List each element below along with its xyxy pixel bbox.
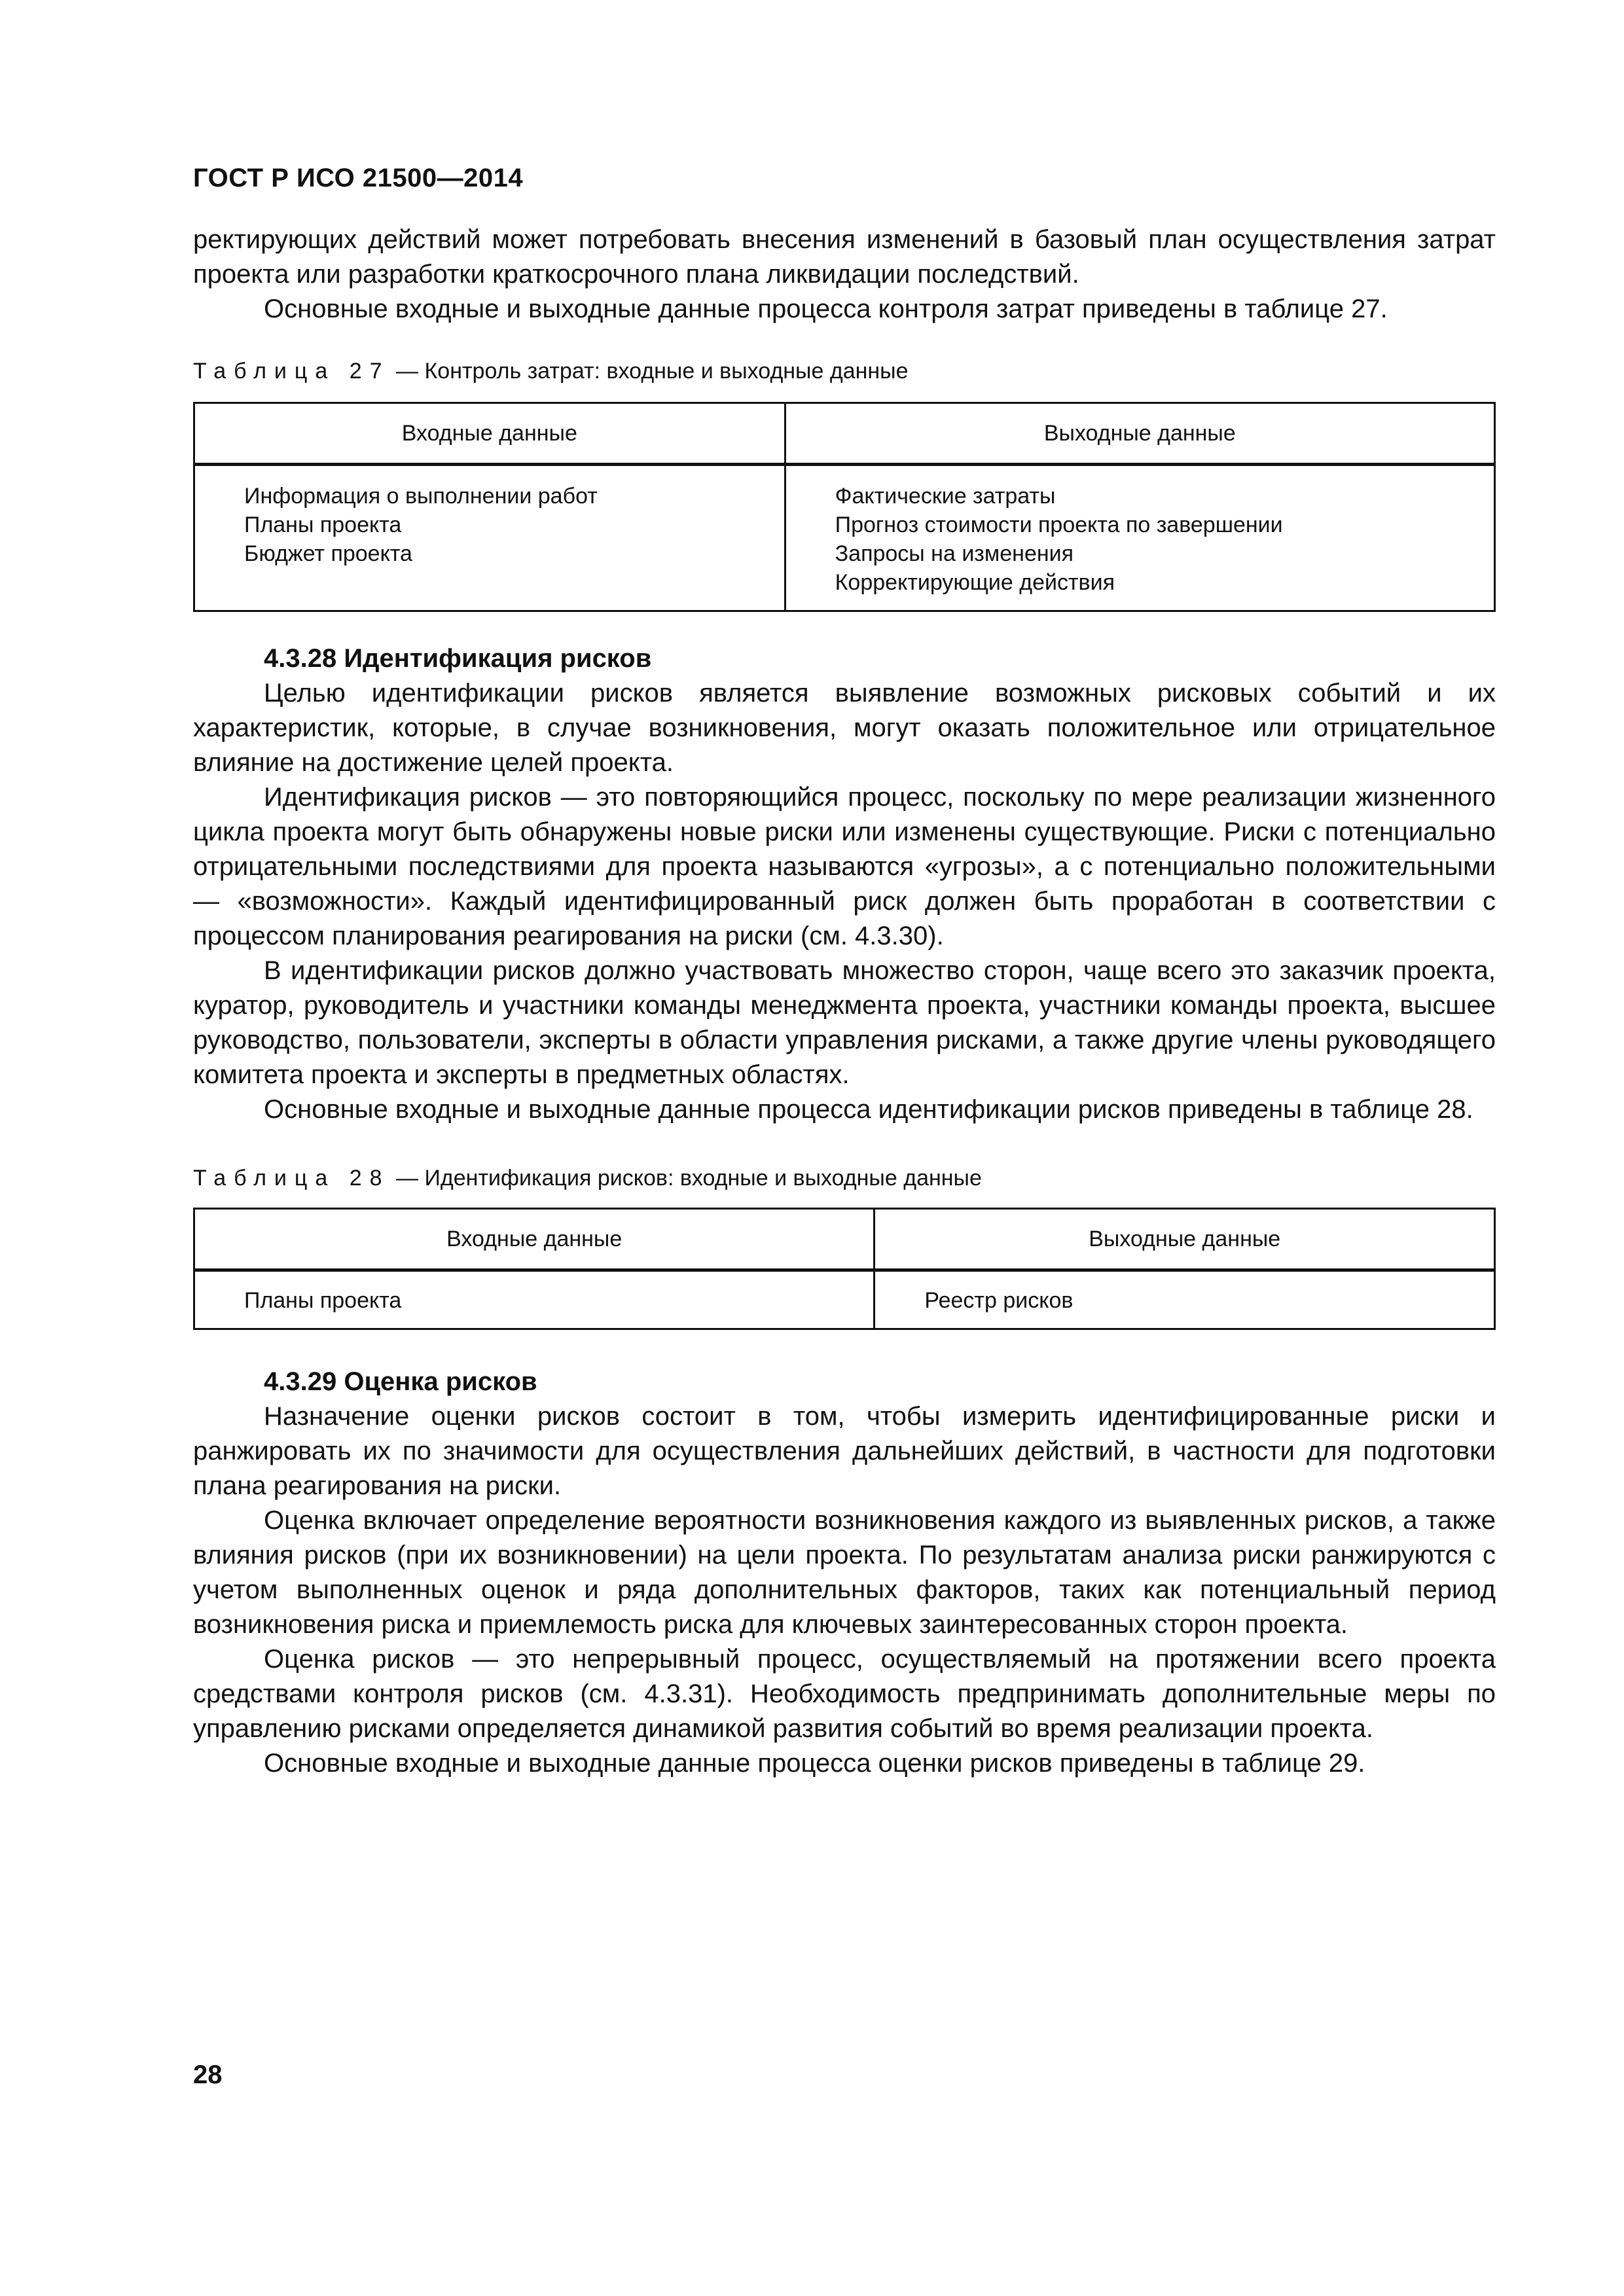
table27-inputs-cell — [194, 465, 785, 611]
table27-header-outputs: Выходные данные — [785, 403, 1494, 465]
table27-output-item: Корректирующие действия — [835, 570, 1115, 595]
section-4-3-29-paragraph-1: Назначение оценки рисков состоит в том, чтобы измерить идентифицированные риски и ранжировать их по значимости для осуществления дальнейших действий, в частности для подготовки плана реагирования на риски. — [193, 1402, 1496, 1500]
section-4-3-28-paragraph-4: Основные входные и выходные данные процесса идентификации рисков приведены в таблице 28. — [264, 1095, 1473, 1124]
table27-label: Таблица 27 — [193, 359, 390, 384]
table28-outputs-cell — [875, 1270, 1495, 1329]
section-4-3-29-paragraph-4: Основные входные и выходные данные процесса оценки рисков приведены в таблице 29. — [264, 1749, 1365, 1778]
section-4-3-29 — [193, 1365, 1496, 1781]
table27-output-item: Запросы на изменения — [835, 541, 1074, 566]
page-number: 28 — [193, 2060, 223, 2089]
table28-title: — Идентификация рисков: входные и выходные данные — [396, 1166, 982, 1191]
table28 — [193, 1208, 1496, 1330]
document-header: ГОСТ Р ИСО 21500—2014 — [193, 164, 524, 192]
section-4-3-28-paragraph-2: Идентификация рисков — это повторяющийся процесс, поскольку по мере реализации жизненного цикла проекта могут быть обнаружены новые риски или изменены существующие. Риски с потенциально отрицательными последствиями для проекта называются «угрозы», а с потенциально положительными — «возможности». Каждый идентифицированный риск должен быть проработан в соответствии с процессом планирования реагирования на риски (см. 4.3.30). — [193, 783, 1496, 950]
section-4-3-29-paragraph-3: Оценка рисков — это непрерывный процесс, осуществляемый на протяжении всего проекта средствами контроля рисков (см. 4.3.31). Необходимость предпринимать дополнительные меры по управлению рисками определяется динамикой развития событий во время реализации проекта. — [193, 1645, 1496, 1743]
table27 — [193, 402, 1496, 612]
table27-output-item: Фактические затраты — [835, 484, 1056, 509]
table27-input-item: Бюджет проекта — [244, 541, 412, 566]
section-4-3-28-paragraph-1: Целью идентификации рисков является выявление возможных рисковых событий и их характеристик, которые, в случае возникновения, могут оказать положительное или отрицательное влияние на достижение целей проекта. — [193, 679, 1496, 777]
intro-paragraph-2: Основные входные и выходные данные процесса контроля затрат приведены в таблице 27. — [264, 295, 1388, 323]
table28-caption — [193, 1165, 982, 1191]
section-4-3-28-heading: 4.3.28 Идентификация рисков — [264, 644, 652, 673]
table27-caption — [193, 358, 909, 384]
table28-label: Таблица 28 — [193, 1166, 390, 1191]
intro-paragraph-1: ректирующих действий может потребовать внесения изменений в базовый план осуществления затрат проекта или разработки краткосрочного плана ликвидации последствий. — [193, 225, 1496, 289]
table28-header-outputs: Выходные данные — [875, 1209, 1495, 1270]
table27-outputs-cell — [785, 465, 1494, 611]
table28-inputs-cell — [194, 1270, 875, 1329]
table28-output-item: Реестр рисков — [924, 1288, 1074, 1313]
section-4-3-28 — [193, 641, 1496, 1127]
table27-input-item: Планы проекта — [244, 512, 402, 537]
intro-block — [193, 223, 1496, 327]
section-4-3-29-paragraph-2: Оценка включает определение вероятности возникновения каждого из выявленных рисков, а также влияния рисков (при их возникновении) на цели проекта. По результатам анализа риски ранжируются с учетом выполненных оценок и ряда дополнительных факторов, таких как потенциальный период возникновения риска и приемлемость риска для ключевых заинтересованных сторон проекта. — [193, 1506, 1496, 1639]
section-4-3-29-heading: 4.3.29 Оценка рисков — [264, 1367, 537, 1396]
table28-header-inputs: Входные данные — [194, 1209, 875, 1270]
table28-input-item: Планы проекта — [244, 1288, 402, 1313]
table27-title: — Контроль затрат: входные и выходные данные — [396, 359, 909, 384]
section-4-3-28-paragraph-3: В идентификации рисков должно участвовать множество сторон, чаще всего это заказчик проекта, куратор, руководитель и участники команды менеджмента проекта, участники команды проекта, высшее руководство, пользователи, эксперты в области управления рисками, а также другие члены руководящего комитета проекта и эксперты в предметных областях. — [193, 956, 1496, 1089]
table27-header-inputs: Входные данные — [194, 403, 785, 465]
table27-input-item: Информация о выполнении работ — [244, 484, 598, 509]
table27-output-item: Прогноз стоимости проекта по завершении — [835, 512, 1283, 537]
